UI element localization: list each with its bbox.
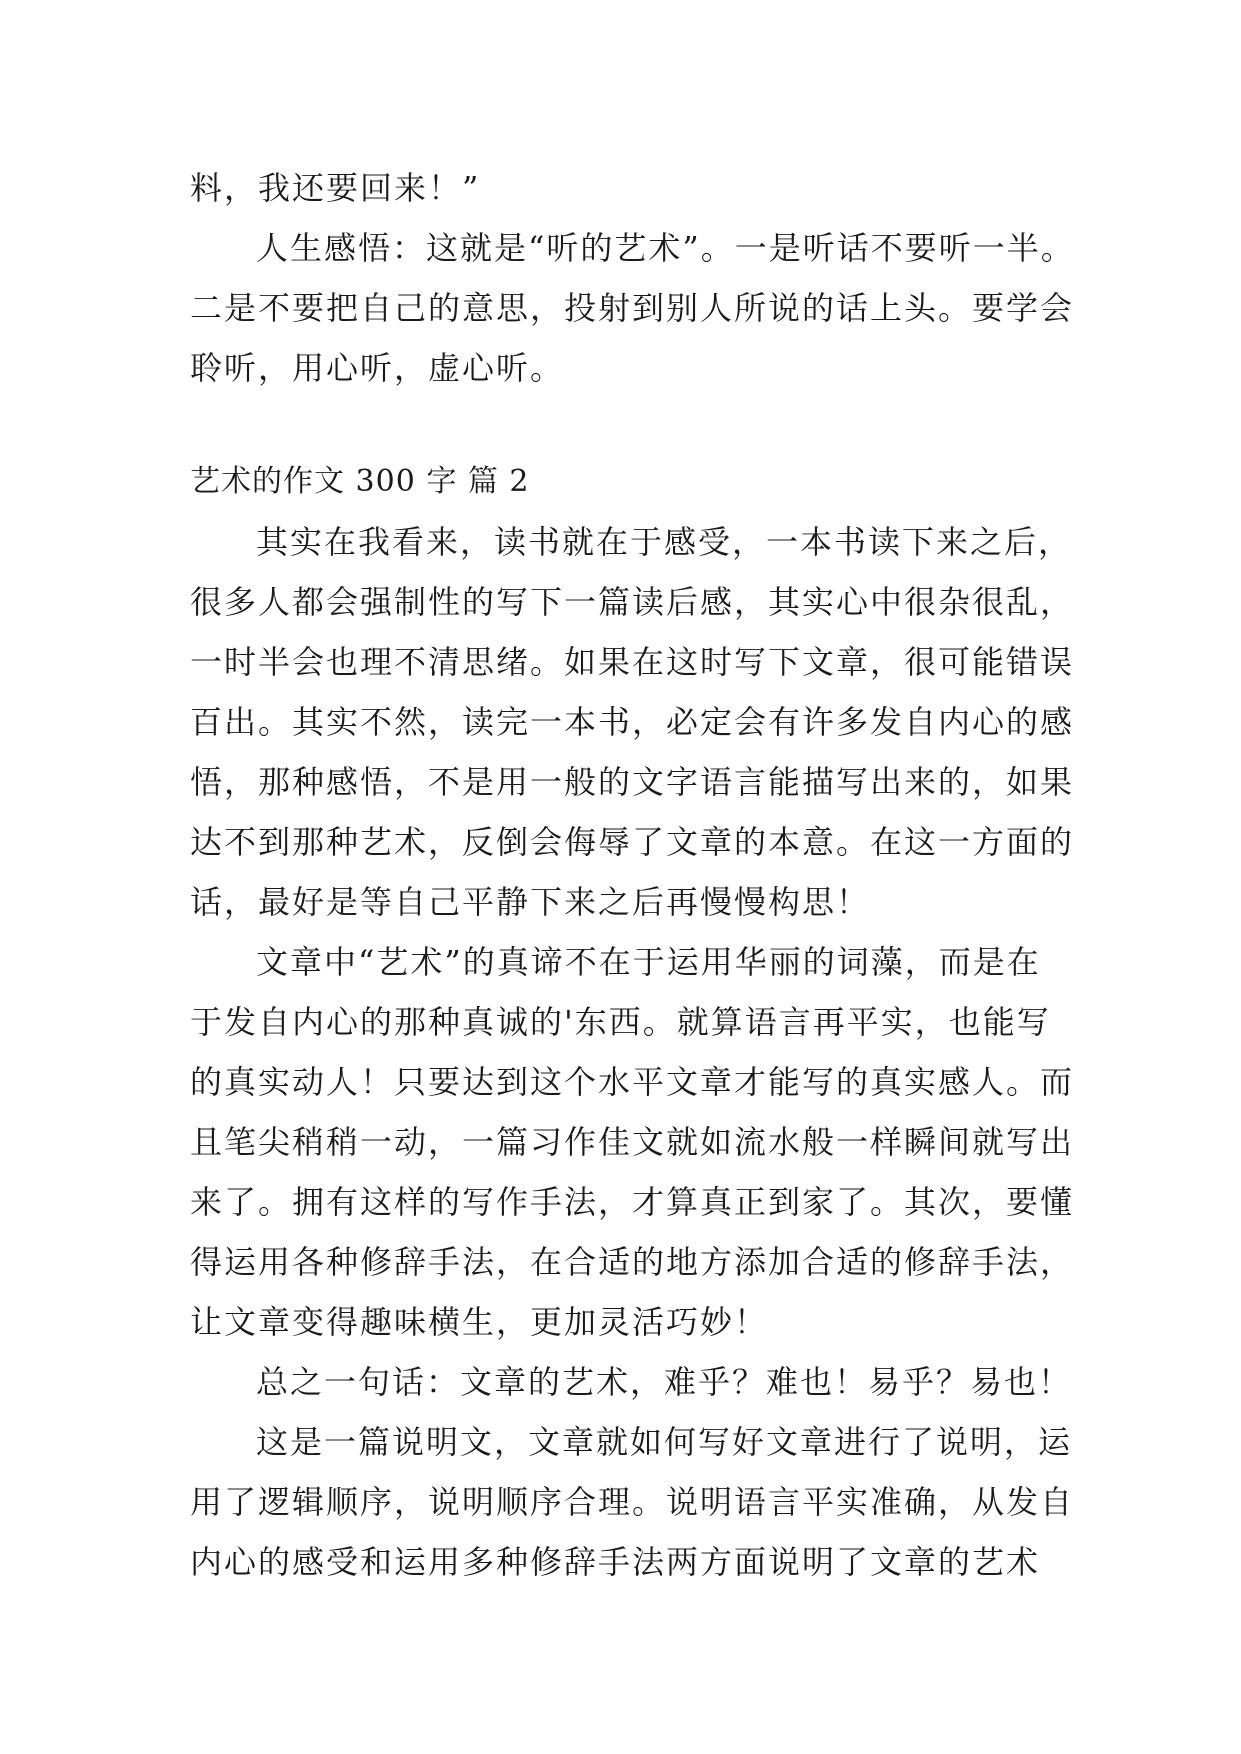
text-line: 于发自内心的那种真诚的'东西。就算语言再平实，也能写 [190, 1003, 1051, 1041]
text-line: 的真实动人！只要达到这个水平文章才能写的真实感人。而 [190, 1063, 1075, 1101]
text-line: 用了逻辑顺序，说明顺序合理。说明语言平实准确，从发自 [190, 1483, 1075, 1521]
text-line: 来了。拥有这样的写作手法，才算真正到家了。其次，要懂 [190, 1183, 1075, 1221]
text-line: 达不到那种艺术，反倒会侮辱了文章的本意。在这一方面的 [190, 823, 1075, 861]
paragraph-start: 其实在我看来，读书就在于感受，一本书读下来之后， [256, 523, 1073, 561]
text-line: 一时半会也理不清思绪。如果在这时写下文章，很可能错误 [190, 643, 1075, 681]
text-line: 得运用各种修辞手法，在合适的地方添加合适的修辞手法， [190, 1243, 1075, 1281]
text-line: 内心的感受和运用多种修辞手法两方面说明了文章的艺术 [190, 1543, 1041, 1581]
text-line: 百出。其实不然，读完一本书，必定会有许多发自内心的感 [190, 703, 1075, 741]
paragraph-start: 文章中“艺术”的真谛不在于运用华丽的词藻，而是在 [256, 943, 1041, 981]
text-line: 聆听，用心听，虚心听。 [190, 349, 565, 387]
paragraph-start: 人生感悟：这就是“听的艺术”。一是听话不要听一半。 [256, 229, 1075, 267]
paragraph-start: 这是一篇说明文，文章就如何写好文章进行了说明，运 [256, 1423, 1073, 1461]
text-line: 料，我还要回来！” [190, 169, 481, 207]
text-line: 话，最好是等自己平静下来之后再慢慢构思！ [190, 883, 871, 921]
document-body [190, 158, 1075, 1592]
text-line: 且笔尖稍稍一动，一篇习作佳文就如流水般一样瞬间就写出 [190, 1123, 1075, 1161]
text-line: 二是不要把自己的意思，投射到别人所说的话上头。要学会 [190, 289, 1075, 327]
paragraph-start: 总之一句话：文章的艺术，难乎？难也！易乎？易也！ [256, 1363, 1073, 1401]
section-gap [190, 398, 1070, 452]
text-line: 让文章变得趣味横生，更加灵活巧妙！ [190, 1303, 769, 1341]
text-line: 悟，那种感悟，不是用一般的文字语言能描写出来的，如果 [190, 763, 1075, 801]
section-heading: 艺术的作文 300 字 篇 2 [190, 464, 530, 499]
text-line: 很多人都会强制性的写下一篇读后感，其实心中很杂很乱， [190, 583, 1075, 621]
